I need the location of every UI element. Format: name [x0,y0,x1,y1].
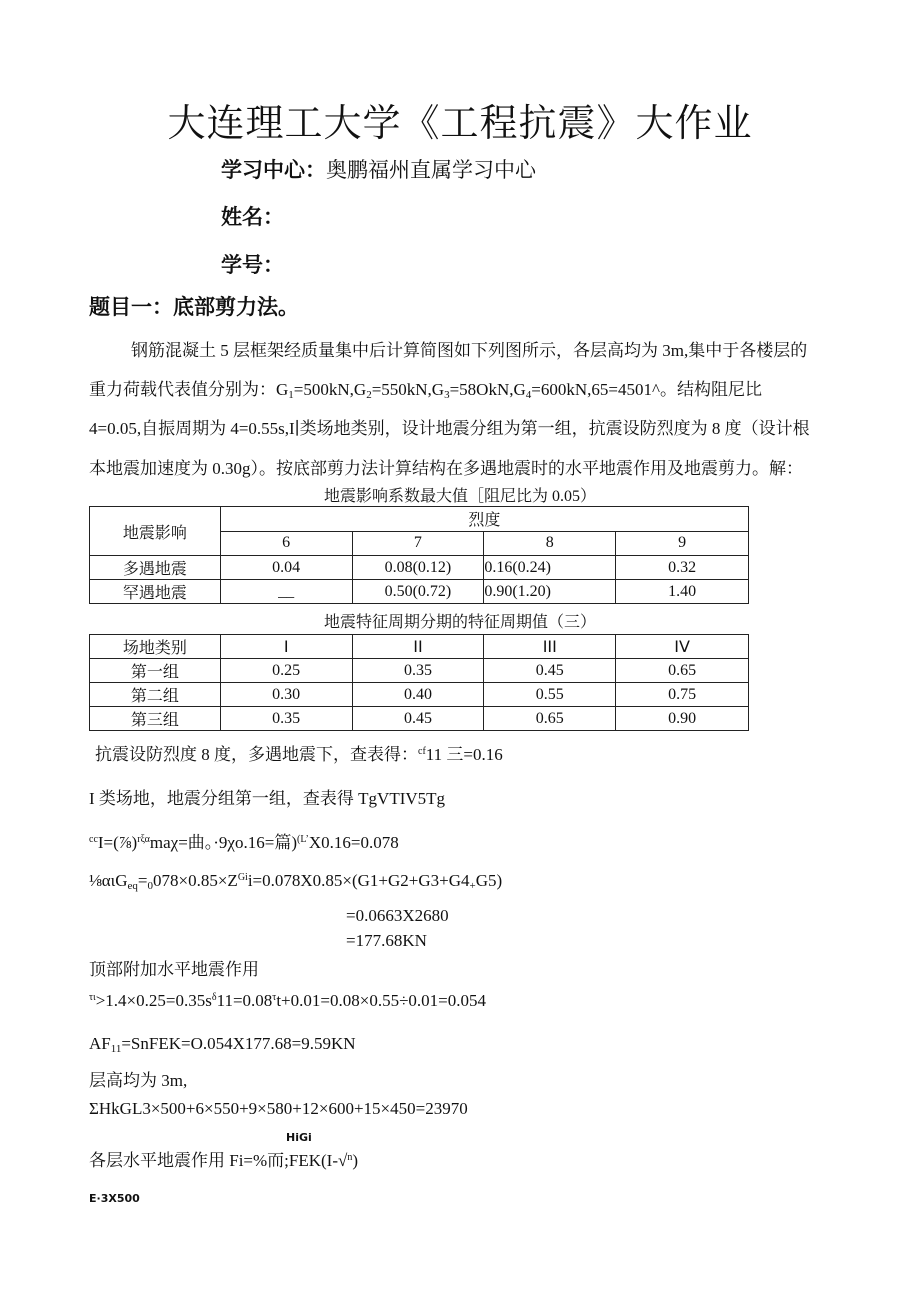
superscript: (L’ [296,834,309,845]
text: =600kN,65=4501^。结构阻尼比 [531,380,762,399]
table-row [90,580,749,604]
superscript: τι [89,992,96,1003]
row-label: 第一组 [90,659,221,683]
table-cell: 0.30 [220,683,352,707]
row-label: 多遇地震 [90,556,221,580]
text: X0.16=0.078 [308,833,399,852]
seismic-coefficient-table [89,506,749,604]
solution-line-8 [89,991,486,1011]
text: 各层水平地震作用 Fi=%而;FEK(I-√ [89,1151,348,1170]
solution-line-12 [89,1146,358,1171]
superscript: Gi [237,872,248,883]
subscript: 3 [444,389,450,401]
text: =58OkN,G [449,380,526,399]
table2-caption: 地震特征周期分期的特征周期值（三） [323,614,596,631]
text: ⅛αιG [89,871,128,890]
formula-numerator: HiGi [286,1131,312,1144]
table-cell: 0.75 [616,683,749,707]
table-row [90,556,749,580]
table-cell: 0.40 [352,683,484,707]
table-cell: 0.65 [484,707,616,731]
table-cell: 0.32 [616,556,749,580]
solution-line-6: =177.68KN [346,931,427,950]
text: G5) [475,871,503,890]
solution-line-5: =0.0663X2680 [346,906,449,925]
text: = [137,871,148,890]
solution-line-13: E·3X500 [89,1192,140,1205]
student-id-label: 学号： [221,253,284,277]
superscript: τ [272,992,277,1003]
solution-line-11: ΣHkGL3×500+6×550+9×580+12×600+15×450=23970 [89,1099,468,1118]
solution-line-9 [89,1034,356,1055]
text: =550kN,G [371,380,445,399]
table-cell: 0.35 [352,659,484,683]
text: 078×0.85×Z [153,871,238,890]
table-cell: 0.35 [220,707,352,731]
table-cell: 0.50(0.72) [352,580,484,604]
table-cell: __ [220,580,352,604]
page-title: 大连理工大学《工程抗震》大作业 [167,103,753,145]
solution-line-10: 层高均为 3m, [89,1071,188,1090]
text: =500kN,G [293,380,367,399]
characteristic-period-table [89,634,749,731]
table-cell: 0.25 [220,659,352,683]
problem-line-4: 本地震加速度为 0.30g）。按底部剪力法计算结构在多遇地震时的水平地震作用及地震剪力。解： [89,459,803,478]
table-row [90,683,749,707]
text: 抗震设防烈度 8 度，多遇地震下，查表得： [95,745,418,764]
table1-group-header: 烈度 [220,507,748,532]
text: AF [89,1034,111,1053]
subscript: eq [127,880,138,892]
row-label: 罕遇地震 [90,580,221,604]
table-cell: 0.45 [352,707,484,731]
solution-line-2: I 类场地，地震分组第一组，查表得 TgVTIV5Tg [89,789,446,808]
solution-line-3 [89,828,399,853]
text: >1.4×0.25=0.35s [95,991,212,1010]
table-cell: 1.40 [616,580,749,604]
subscript: 11 [110,1043,122,1055]
site-class-header: IV [616,635,749,659]
site-class-header: II [352,635,484,659]
superscript: rξα [137,834,150,845]
subscript: + [469,880,476,892]
table1-caption: 地震影响系数最大值［阻尼比为 0.05） [323,488,596,505]
table2-col-header: 场地类别 [90,635,221,659]
text: =SnFEK=O.054X177.68=9.59KN [121,1034,356,1053]
table-cell: 0.65 [616,659,749,683]
superscript: δ [211,992,217,1003]
table-cell: 0.08(0.12) [352,556,484,580]
subscript: 4 [525,389,532,401]
subscript: 2 [366,389,372,401]
text: I=(⅞) [97,833,138,852]
text: t+0.01=0.08×0.55÷0.01=0.054 [276,991,486,1010]
subscript: 0 [147,880,153,892]
study-center-value: 奥鹏福州直属学习中心 [326,158,536,182]
name-label: 姓名： [221,205,284,229]
table1-col-header: 地震影响 [90,507,221,556]
intensity-header: 9 [616,531,749,556]
question-heading: 题目一：底部剪力法。 [89,295,299,319]
text: 11=0.08 [216,991,273,1010]
table-cell: 0.45 [484,659,616,683]
text: maχ=曲。·9χo.16=篇) [149,833,297,852]
row-label: 第二组 [90,683,221,707]
site-class-header: III [484,635,616,659]
table-cell: 0.90 [616,707,749,731]
problem-line-1: 钢筋混凝土 5 层框架经质量集中后计算简图如下列图所示，各层高均为 3m,集中于各楼层的 [131,341,808,360]
table-cell: 0.16(0.24) [484,556,616,580]
superscript: cc [89,834,98,845]
intensity-header: 8 [484,531,616,556]
problem-line-2 [89,375,762,401]
text: i=0.078X0.85×(G1+G2+G3+G4 [247,871,470,890]
solution-line-4 [89,871,502,892]
text: 11 三=0.16 [425,745,503,764]
table-row [90,659,749,683]
solution-line-7: 顶部附加水平地震作用 [89,960,259,979]
row-label: 第三组 [90,707,221,731]
study-center-label: 学习中心： [221,158,326,182]
site-class-header: I [220,635,352,659]
table-cell: 0.55 [484,683,616,707]
text: ) [352,1151,359,1170]
study-center-line [221,154,536,184]
intensity-header: 6 [220,531,352,556]
intensity-header: 7 [352,531,484,556]
problem-line-3: 4=0.05,自振周期为 4=0.55s,I∣类场地类别，设计地震分组为第一组，抗震设防烈度为 8 度（设计根 [89,419,810,438]
table-row [90,707,749,731]
table-cell: 0.04 [220,556,352,580]
superscript: n [347,1152,353,1163]
superscript: cf [418,746,426,757]
solution-line-1 [95,740,503,765]
text: 重力荷载代表值分别为：G [89,380,289,399]
subscript: 1 [288,389,294,401]
table-cell: 0.90(1.20) [484,580,616,604]
